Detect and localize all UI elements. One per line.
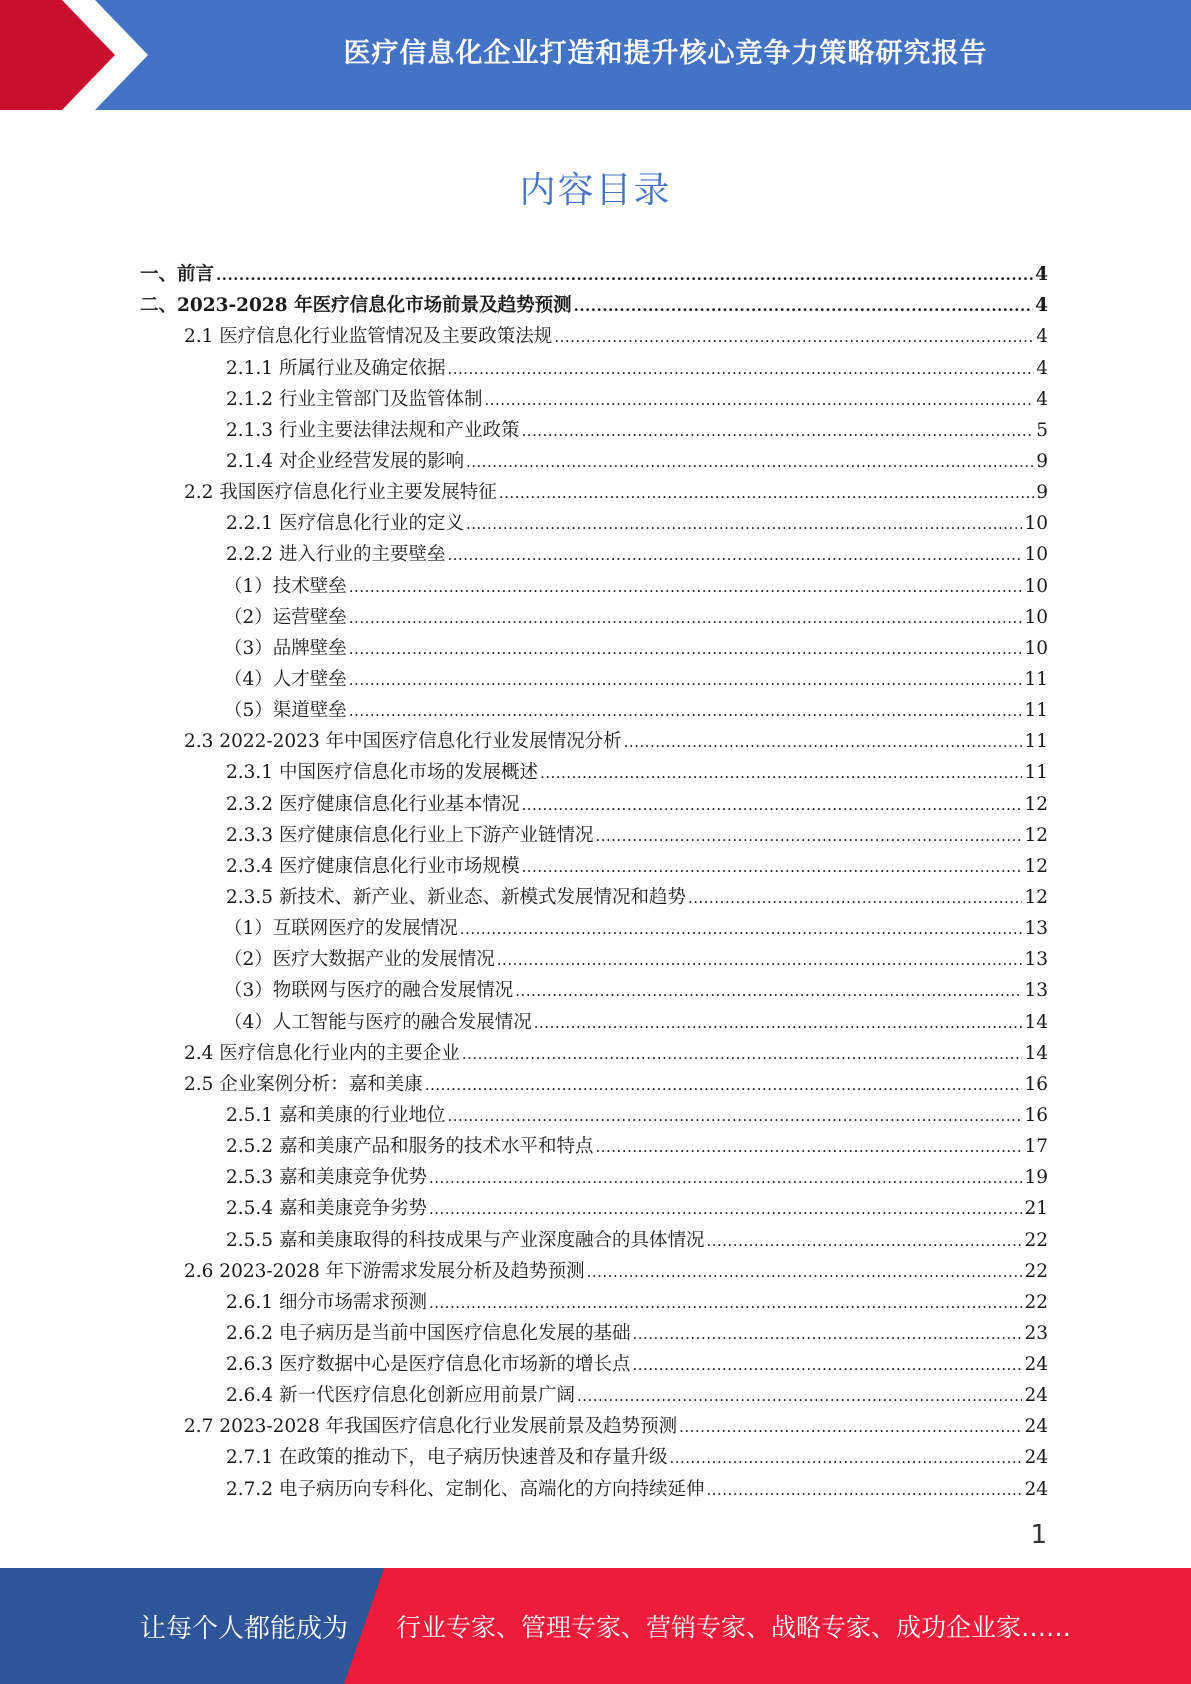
toc-entry[interactable] <box>140 755 1048 786</box>
toc-entry-label: 2.5.4 嘉和美康竞争劣势 <box>226 1198 427 1220</box>
toc-entry-page: 24 <box>1024 1416 1048 1438</box>
toc-entry[interactable] <box>140 1067 1048 1098</box>
toc-entry-label: 2.3.4 医疗健康信息化行业市场规模 <box>226 855 520 877</box>
toc-entry-page: 11 <box>1024 731 1048 753</box>
toc-entry-label: 2.5.2 嘉和美康产品和服务的技术水平和特点 <box>226 1136 594 1158</box>
toc-entry[interactable] <box>140 1222 1048 1253</box>
toc-entry-label: 2.1 医疗信息化行业监管情况及主要政策法规 <box>184 326 553 348</box>
toc-entry[interactable] <box>140 288 1048 319</box>
toc-entry-label: 2.3 2022-2023 年中国医疗信息化行业发展情况分析 <box>184 731 622 753</box>
toc-entry-page: 13 <box>1024 949 1048 971</box>
toc-entry-page: 14 <box>1024 1011 1048 1033</box>
toc-dot-leader <box>595 825 1022 847</box>
toc-dot-leader <box>447 1105 1022 1127</box>
toc-entry-label: （1）技术壁垒 <box>224 575 347 597</box>
toc-entry[interactable] <box>140 1191 1048 1222</box>
toc-dot-leader <box>679 1416 1022 1438</box>
toc-dot-leader <box>534 1012 1023 1034</box>
toc-entry-page: 22 <box>1024 1260 1048 1282</box>
toc-entry[interactable] <box>140 818 1048 849</box>
toc-entry-page: 9 <box>1036 450 1048 472</box>
toc-dot-leader <box>540 762 1022 784</box>
toc-dot-leader <box>706 1479 1022 1501</box>
toc-dot-leader <box>669 1447 1022 1469</box>
toc-entry[interactable] <box>140 1440 1048 1471</box>
toc-dot-leader <box>447 358 1034 380</box>
toc-dot-leader <box>515 980 1022 1002</box>
toc-entry-label: 2.7.2 电子病历向专科化、定制化、高端化的方向持续延伸 <box>226 1478 705 1500</box>
toc-entry-label: 2.6.2 电子病历是当前中国医疗信息化发展的基础 <box>226 1322 631 1344</box>
toc-entry[interactable] <box>140 1471 1048 1502</box>
footer-banner <box>0 1568 1191 1684</box>
toc-dot-leader <box>577 1385 1022 1407</box>
toc-entry-page: 10 <box>1024 637 1048 659</box>
toc-entry-page: 17 <box>1024 1136 1048 1158</box>
toc-dot-leader <box>429 1198 1022 1220</box>
toc-entry-label: （4）人工智能与医疗的融合发展情况 <box>224 1011 532 1033</box>
toc-entry[interactable] <box>140 849 1048 880</box>
toc-dot-leader <box>349 607 1023 629</box>
toc-dot-leader <box>706 1230 1022 1252</box>
toc-entry[interactable] <box>140 724 1048 755</box>
toc-entry-label: （1）互联网医疗的发展情况 <box>224 918 458 940</box>
toc-dot-leader <box>466 451 1034 473</box>
toc-entry[interactable] <box>140 600 1048 631</box>
table-of-contents <box>140 257 1048 1503</box>
toc-entry-page: 11 <box>1024 762 1048 784</box>
toc-entry-page: 14 <box>1024 1042 1048 1064</box>
toc-entry-label: 2.2 我国医疗信息化行业主要发展特征 <box>184 482 497 504</box>
toc-entry-page: 12 <box>1024 793 1048 815</box>
toc-entry-label: （3）物联网与医疗的融合发展情况 <box>224 980 514 1002</box>
toc-entry-page: 11 <box>1024 700 1048 722</box>
toc-entry-label: 2.4 医疗信息化行业内的主要企业 <box>184 1042 460 1064</box>
toc-entry[interactable] <box>140 537 1048 568</box>
toc-entry-page: 23 <box>1024 1322 1048 1344</box>
toc-dot-leader <box>554 326 1034 348</box>
footer-slogan-right: 行业专家、管理专家、营销专家、战略专家、成功企业家…… <box>396 1613 1072 1642</box>
toc-entry-page: 24 <box>1024 1447 1048 1469</box>
toc-entry-label: 2.3.5 新技术、新产业、新业态、新模式发展情况和趋势 <box>226 886 686 908</box>
toc-dot-leader <box>595 1136 1022 1158</box>
toc-dot-leader <box>521 420 1034 442</box>
toc-entry-page: 4 <box>1036 357 1048 379</box>
toc-entry-label: 2.2.1 医疗信息化行业的定义 <box>226 513 464 535</box>
toc-entry[interactable] <box>140 786 1048 817</box>
toc-entry[interactable] <box>140 973 1048 1004</box>
toc-entry-page: 10 <box>1024 513 1048 535</box>
toc-entry-label: 2.5.3 嘉和美康竞争优势 <box>226 1167 427 1189</box>
toc-entry-page: 22 <box>1024 1229 1048 1251</box>
toc-entry[interactable] <box>140 568 1048 599</box>
toc-entry[interactable] <box>140 257 1048 288</box>
toc-entry[interactable] <box>140 1409 1048 1440</box>
toc-entry-page: 4 <box>1035 264 1048 286</box>
toc-entry-page: 19 <box>1024 1167 1048 1189</box>
toc-dot-leader <box>624 731 1023 753</box>
toc-entry-page: 10 <box>1024 575 1048 597</box>
toc-dot-leader <box>484 389 1034 411</box>
toc-entry[interactable] <box>140 382 1048 413</box>
toc-entry[interactable] <box>140 1378 1048 1409</box>
toc-dot-leader <box>447 544 1022 566</box>
toc-entry-label: （5）渠道壁垒 <box>224 700 347 722</box>
toc-entry-label: （2）医疗大数据产业的发展情况 <box>224 949 495 971</box>
toc-entry-page: 12 <box>1024 886 1048 908</box>
toc-entry-label: 2.1.3 行业主要法律法规和产业政策 <box>226 419 520 441</box>
toc-entry[interactable] <box>140 1098 1048 1129</box>
toc-entry[interactable] <box>140 880 1048 911</box>
toc-entry-page: 12 <box>1024 824 1048 846</box>
toc-entry-page: 22 <box>1024 1291 1048 1313</box>
chevron-arrow-icon <box>0 0 160 110</box>
toc-entry[interactable] <box>140 350 1048 381</box>
toc-entry[interactable] <box>140 631 1048 662</box>
toc-entry-label: 一、前言 <box>140 264 215 286</box>
toc-entry-label: 2.7 2023-2028 年我国医疗信息化行业发展前景及趋势预测 <box>184 1416 678 1438</box>
toc-dot-leader <box>587 1261 1023 1283</box>
toc-entry-label: 2.2.2 进入行业的主要壁垒 <box>226 544 446 566</box>
toc-entry-page: 13 <box>1024 980 1048 1002</box>
toc-entry-label: 2.5.5 嘉和美康取得的科技成果与产业深度融合的具体情况 <box>226 1229 705 1251</box>
toc-entry-label: （2）运营壁垒 <box>224 606 347 628</box>
toc-entry-page: 16 <box>1024 1104 1048 1126</box>
toc-entry-label: （3）品牌壁垒 <box>224 637 347 659</box>
toc-entry-label: 2.6.1 细分市场需求预测 <box>226 1291 427 1313</box>
toc-entry[interactable] <box>140 1129 1048 1160</box>
toc-dot-leader <box>429 1292 1022 1314</box>
toc-entry-label: 2.7.1 在政策的推动下，电子病历快速普及和存量升级 <box>226 1447 668 1469</box>
footer-slogan-left: 让每个人都能成为 <box>140 1613 349 1644</box>
toc-dot-leader <box>216 264 1033 286</box>
toc-entry[interactable] <box>140 506 1048 537</box>
toc-entry[interactable] <box>140 475 1048 506</box>
toc-entry-label: 2.6 2023-2028 年下游需求发展分析及趋势预测 <box>184 1260 585 1282</box>
toc-dot-leader <box>688 887 1022 909</box>
toc-entry[interactable] <box>140 662 1048 693</box>
toc-dot-leader <box>497 949 1023 971</box>
toc-entry-page: 10 <box>1024 606 1048 628</box>
toc-dot-leader <box>462 1043 1023 1065</box>
toc-dot-leader <box>429 1167 1022 1189</box>
toc-entry-label: 2.3.3 医疗健康信息化行业上下游产业链情况 <box>226 824 594 846</box>
toc-entry[interactable] <box>140 1347 1048 1378</box>
page-number: 1 <box>1030 1520 1047 1550</box>
toc-dot-leader <box>521 856 1022 878</box>
toc-heading: 内容目录 <box>519 170 672 211</box>
toc-dot-leader <box>425 1074 1023 1096</box>
toc-entry-page: 11 <box>1024 668 1048 690</box>
toc-entry-label: 二、2023-2028 年医疗信息化市场前景及趋势预测 <box>140 295 572 317</box>
report-title: 医疗信息化企业打造和提升核心竞争力策略研究报告 <box>343 37 988 69</box>
toc-entry[interactable] <box>140 319 1048 350</box>
toc-dot-leader <box>349 576 1023 598</box>
toc-dot-leader <box>349 700 1023 722</box>
toc-entry[interactable] <box>140 693 1048 724</box>
toc-entry-label: 2.3.1 中国医疗信息化市场的发展概述 <box>226 762 538 784</box>
toc-dot-leader <box>466 513 1022 535</box>
toc-entry-label: （4）人才壁垒 <box>224 668 347 690</box>
toc-entry-page: 12 <box>1024 855 1048 877</box>
toc-entry-label: 2.3.2 医疗健康信息化行业基本情况 <box>226 793 520 815</box>
toc-entry-page: 24 <box>1024 1478 1048 1500</box>
toc-entry[interactable] <box>140 1160 1048 1191</box>
toc-entry-page: 21 <box>1024 1198 1048 1220</box>
toc-entry[interactable] <box>140 911 1048 942</box>
toc-entry-label: 2.6.3 医疗数据中心是医疗信息化市场新的增长点 <box>226 1354 631 1376</box>
toc-entry-label: 2.6.4 新一代医疗信息化创新应用前景广阔 <box>226 1385 575 1407</box>
toc-dot-leader <box>632 1323 1022 1345</box>
toc-entry-label: 2.1.2 行业主管部门及监管体制 <box>226 388 483 410</box>
toc-entry-page: 5 <box>1036 419 1048 441</box>
toc-entry-page: 4 <box>1035 295 1048 317</box>
toc-entry-page: 16 <box>1024 1073 1048 1095</box>
toc-entry[interactable] <box>140 413 1048 444</box>
toc-entry-label: 2.1.1 所属行业及确定依据 <box>226 357 446 379</box>
toc-dot-leader <box>574 295 1034 317</box>
toc-dot-leader <box>460 918 1023 940</box>
toc-entry[interactable] <box>140 942 1048 973</box>
toc-entry[interactable] <box>140 1316 1048 1347</box>
toc-dot-leader <box>521 794 1022 816</box>
toc-entry-page: 9 <box>1036 482 1048 504</box>
toc-dot-leader <box>349 638 1023 660</box>
toc-entry[interactable] <box>140 1004 1048 1035</box>
toc-entry-label: 2.1.4 对企业经营发展的影响 <box>226 450 464 472</box>
toc-entry-label: 2.5.1 嘉和美康的行业地位 <box>226 1104 446 1126</box>
toc-entry-page: 24 <box>1024 1354 1048 1376</box>
toc-entry[interactable] <box>140 1285 1048 1316</box>
toc-entry[interactable] <box>140 1254 1048 1285</box>
toc-entry[interactable] <box>140 444 1048 475</box>
toc-dot-leader <box>499 482 1034 504</box>
toc-dot-leader <box>349 669 1023 691</box>
toc-entry-page: 24 <box>1024 1385 1048 1407</box>
toc-entry-label: 2.5 企业案例分析：嘉和美康 <box>184 1073 423 1095</box>
toc-entry-page: 10 <box>1024 544 1048 566</box>
toc-entry-page: 13 <box>1024 918 1048 940</box>
header-banner <box>0 0 1191 110</box>
toc-dot-leader <box>632 1354 1022 1376</box>
toc-entry[interactable] <box>140 1036 1048 1067</box>
toc-entry-page: 4 <box>1036 388 1048 410</box>
toc-entry-page: 4 <box>1036 326 1048 348</box>
